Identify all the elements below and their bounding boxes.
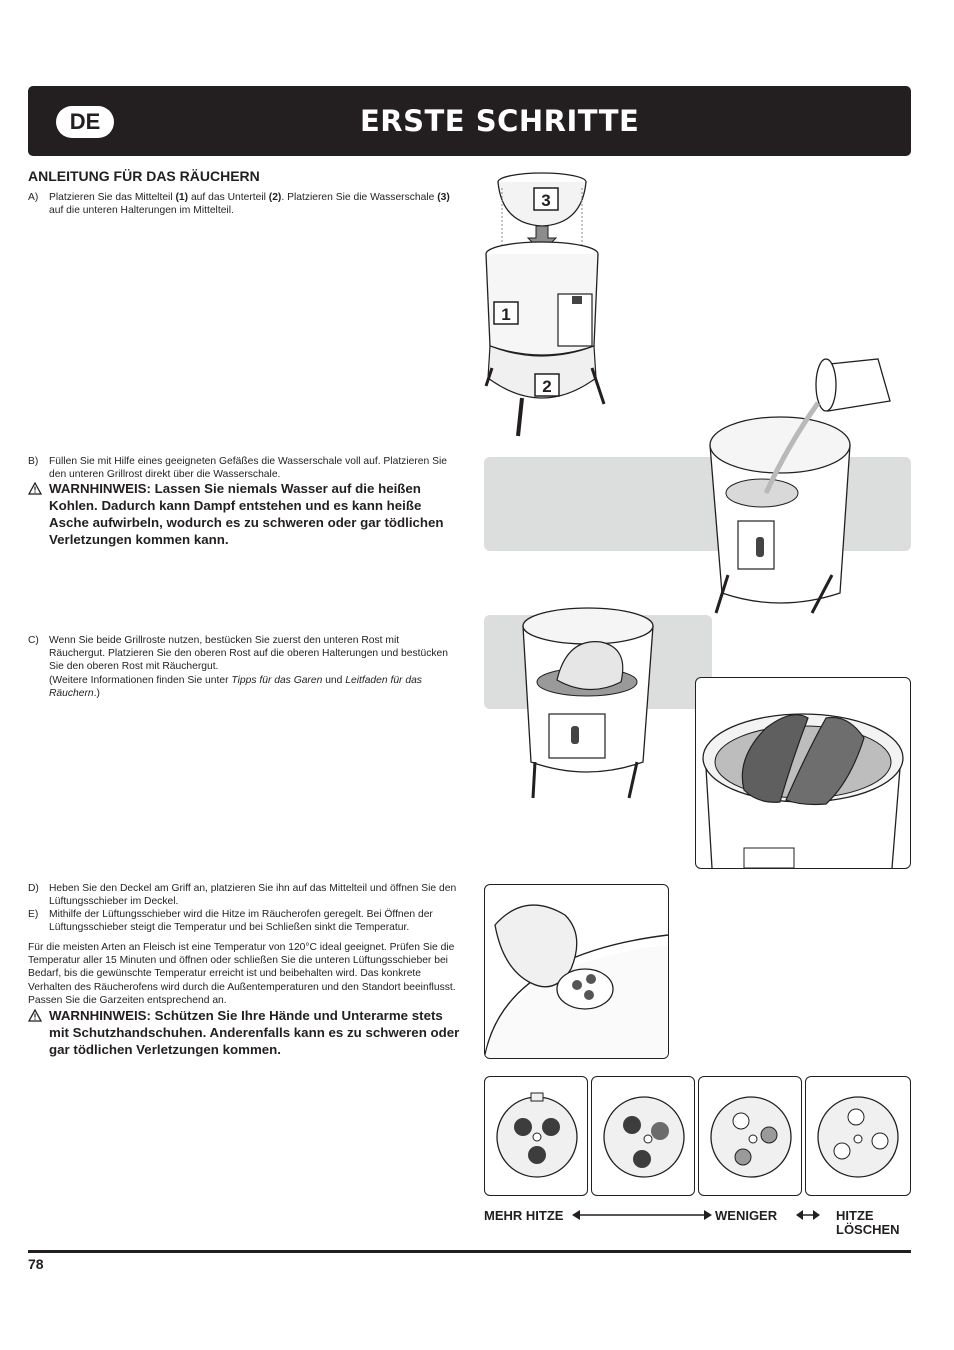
short-double-arrow-icon xyxy=(796,1208,820,1222)
warning-text: WARNHINWEIS: Lassen Sie niemals Wasser auf die heißen Kohlen. Dadurch kann Dampf entstehen und es kann heiße Asche aufwirbeln, wodurch es zu schweren oder gar tödlichen Verletzungen kommen kann. xyxy=(49,481,444,547)
step-text: Platzieren Sie das Mittelteil (1) auf das Unterteil (2). Platzieren Sie die Wasserschale (3) auf die unteren Halterungen im Mittelteil. xyxy=(49,192,450,217)
vent-position-open xyxy=(484,1076,588,1196)
temperature-paragraph: Für die meisten Arten an Fleisch ist eine Temperatur von 120°C ideal geeignet. Prüfen Sie die Temperatur aller 15 Minuten und öffnen oder schließen Sie die unteren Lüftungsschieber bei Bedarf, bis die gewünschte Temperatur erreicht ist und beibehalten wird. Das konkrete Verhalten des Räucherofens wird durch die Außentemperaturen und den Standort beeinflusst. Passen Sie die Garzeiten entsprechend an. xyxy=(28,942,456,1006)
step-text: Wenn Sie beide Grillroste nutzen, bestücken Sie zuerst den unteren Rost mit Räuchergut. Platzieren Sie den oberen Rost auf die oberen Halterungen und bestücken Sie den oberen Rost mit Räuchergut. (Weitere Informationen finden Sie unter Tipps für das Garen und Leitfaden für das Räuchern.) xyxy=(49,635,448,699)
part-3-label: 3 xyxy=(541,191,551,210)
step-label: B) xyxy=(28,456,39,467)
vent-closed-icon xyxy=(806,1077,910,1195)
step-a xyxy=(28,191,458,217)
step-c xyxy=(28,634,458,700)
extinguish-label xyxy=(836,1209,900,1237)
vent-hand-frame xyxy=(484,884,669,1059)
vent-open-icon xyxy=(485,1077,587,1195)
smoker-assembly-illustration xyxy=(478,168,618,440)
warning-b xyxy=(28,480,460,548)
page-title: ERSTE SCHRITTE xyxy=(360,104,640,138)
chicken-grill-illustration xyxy=(517,602,667,802)
step-text: Füllen Sie mit Hilfe eines geeigneten Gefäßes die Wasserschale voll auf. Platzieren Sie den unteren Grillrost direkt über die Wasserschale. xyxy=(49,456,447,481)
extinguish-label-line1: HITZE xyxy=(836,1208,874,1223)
part-1-label: 1 xyxy=(501,305,511,324)
language-badge: DE xyxy=(56,106,114,138)
less-heat-label: WENIGER xyxy=(715,1208,778,1223)
water-filling-illustration xyxy=(700,345,900,615)
step-b xyxy=(28,455,458,481)
more-heat-label: MEHR HITZE xyxy=(484,1208,564,1223)
ribs-grill-illustration xyxy=(696,678,910,868)
step-e xyxy=(28,908,458,934)
warning-triangle-icon xyxy=(28,482,42,495)
step-label: E) xyxy=(28,909,39,920)
vent-hand-illustration xyxy=(485,885,668,1058)
warning-text: WARNHINWEIS: Schützen Sie Ihre Hände und Unterarme stets mit Schutzhandschuhen. Anderenfalls kann es zu schweren oder gar tödlichen Verletzungen kommen. xyxy=(49,1008,460,1057)
footer-rule xyxy=(28,1250,911,1253)
step-label: D) xyxy=(28,883,39,894)
vent-position-closed xyxy=(805,1076,911,1196)
double-arrow-icon xyxy=(572,1208,712,1222)
warning-triangle-icon xyxy=(28,1009,42,1022)
step-d xyxy=(28,882,458,908)
part-2-label: 2 xyxy=(542,377,552,396)
warning-e xyxy=(28,1007,460,1058)
vent-position-half xyxy=(591,1076,695,1196)
step-label: C) xyxy=(28,635,39,646)
section-title: ANLEITUNG FÜR DAS RÄUCHERN xyxy=(28,168,260,184)
extinguish-label-line2: LÖSCHEN xyxy=(836,1222,900,1237)
vent-half-open-icon xyxy=(592,1077,694,1195)
ribs-closeup-frame xyxy=(695,677,911,869)
page-number: 78 xyxy=(28,1256,44,1272)
step-text: Heben Sie den Deckel am Griff an, platzieren Sie ihn auf das Mittelteil und öffnen Sie den Lüftungsschieber im Deckel. xyxy=(49,883,457,908)
vent-less-open-icon xyxy=(699,1077,801,1195)
vent-position-less xyxy=(698,1076,802,1196)
header-bar xyxy=(28,86,911,156)
step-label: A) xyxy=(28,192,39,203)
step-text: Mithilfe der Lüftungsschieber wird die Hitze im Räucherofen geregelt. Bei Öffnen der Lüftungsschieber steigt die Temperatur und bei Schließen sinkt die Temperatur. xyxy=(49,909,433,934)
